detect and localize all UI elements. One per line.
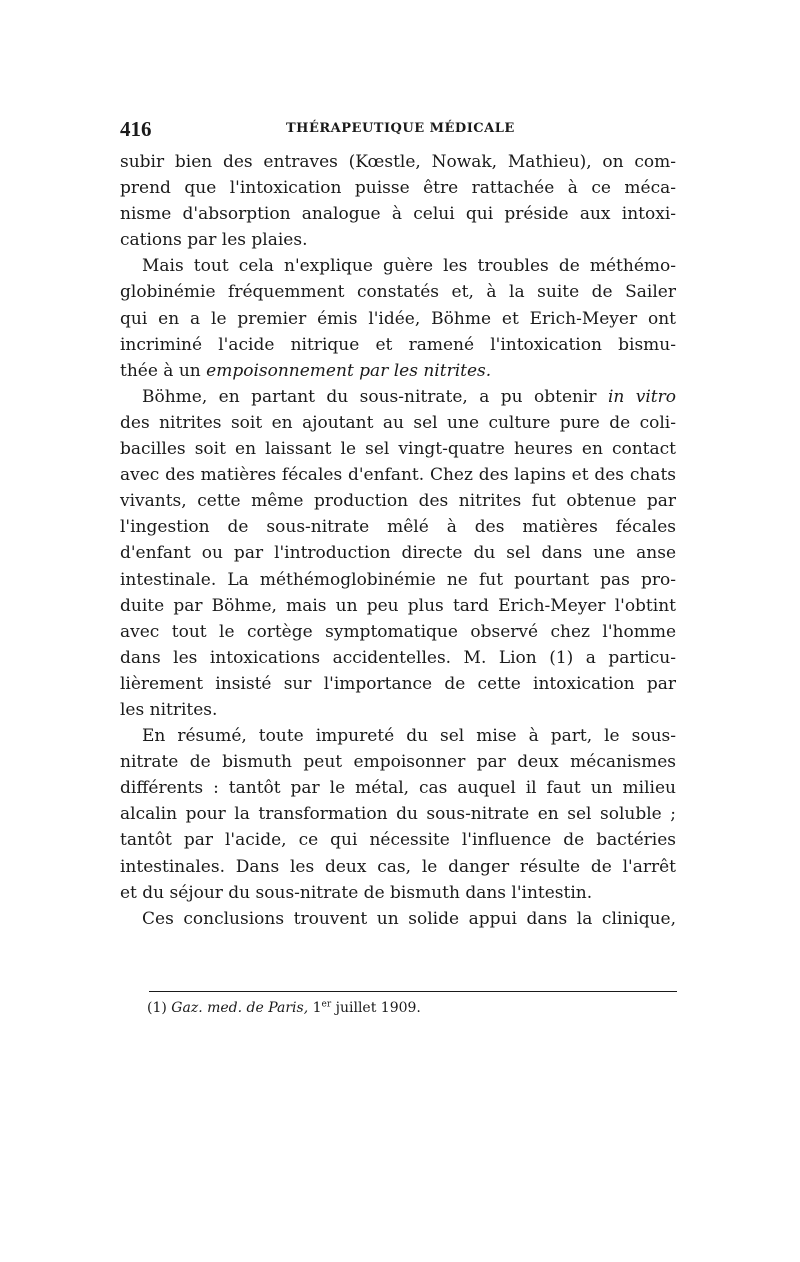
text-line: duite par Böhme, mais un peu plus tard Erich-Meyer l'obtint [120, 595, 676, 616]
footnote-source: Gaz. med. de Paris, [171, 1000, 309, 1016]
text-line: intestinale. La méthémoglobinémie ne fut pourtant pas pro- [120, 569, 676, 590]
page-number: 416 [120, 117, 152, 141]
text-line: des nitrites soit en ajoutant au sel une culture pure de coli- [120, 412, 676, 433]
text-line: dans les intoxications accidentelles. M. Lion (1) a particu- [120, 647, 676, 668]
text-line: nitrate de bismuth peut empoisonner par deux mécanismes [120, 752, 676, 773]
italic-phrase: empoisonnement par les nitrites. [206, 360, 492, 381]
italic-phrase: in vitro [607, 386, 676, 407]
text-fragment: thée à un [120, 360, 201, 381]
footnote-marker: (1) [147, 1000, 167, 1016]
text-line: incriminé l'acide nitrique et ramené l'intoxication bismu- [120, 334, 676, 355]
text-line: Mais tout cela n'explique guère les troubles de méthémo- [142, 256, 676, 277]
text-line [120, 384, 676, 410]
text-line: nisme d'absorption analogue à celui qui préside aux intoxi- [120, 204, 676, 225]
text-line: cations par les plaies. [120, 230, 308, 251]
text-line: bacilles soit en laissant le sel vingt-quatre heures en contact [120, 439, 676, 460]
text-line: et du séjour du sous-nitrate de bismuth dans l'intestin. [120, 882, 593, 903]
footnote-date-superscript: er [321, 999, 332, 1010]
page-header [120, 117, 680, 141]
text-line: En résumé, toute impureté du sel mise à part, le sous- [142, 726, 676, 747]
text-line: les nitrites. [120, 699, 218, 720]
text-line: tantôt par l'acide, ce qui nécessite l'influence de bactéries [120, 830, 676, 851]
text-line: avec des matières fécales d'enfant. Chez des lapins et des chats [120, 465, 676, 486]
text-line: lièrement insisté sur l'importance de cette intoxication par [120, 673, 676, 694]
text-line: l'ingestion de sous-nitrate mêlé à des matières fécales [120, 517, 676, 538]
footnote-date: juillet 1909. [335, 1000, 421, 1016]
running-title: THÉRAPEUTIQUE MÉDICALE [286, 121, 515, 136]
text-line: Ces conclusions trouvent un solide appui dans la clinique, [142, 908, 676, 929]
body-text [120, 149, 676, 932]
text-line [120, 358, 676, 384]
footnote-date-prefix: 1 [312, 1000, 322, 1016]
text-line: prend que l'intoxication puisse être rattachée à ce méca- [120, 178, 676, 199]
text-line: alcalin pour la transformation du sous-nitrate en sel soluble ; [120, 804, 676, 825]
text-line: globinémie fréquemment constatés et, à la suite de Sailer [120, 282, 676, 303]
text-line: intestinales. Dans les deux cas, le danger résulte de l'arrêt [120, 856, 676, 877]
text-line: vivants, cette même production des nitrites fut obtenue par [120, 491, 676, 512]
text-line: subir bien des entraves (Kœstle, Nowak, Mathieu), on com- [120, 152, 676, 172]
text-line: d'enfant ou par l'introduction directe du sel dans une anse [120, 543, 676, 564]
text-line: différents : tantôt par le métal, cas auquel il faut un milieu [120, 778, 676, 799]
text-fragment: Böhme, en partant du sous-nitrate, a pu obtenir [142, 386, 597, 407]
text-line: avec tout le cortège symptomatique observé chez l'homme [120, 621, 676, 642]
text-line: qui en a le premier émis l'idée, Böhme et Erich-Meyer ont [120, 308, 676, 329]
footnote-rule [149, 991, 677, 992]
footnote [147, 1000, 421, 1016]
